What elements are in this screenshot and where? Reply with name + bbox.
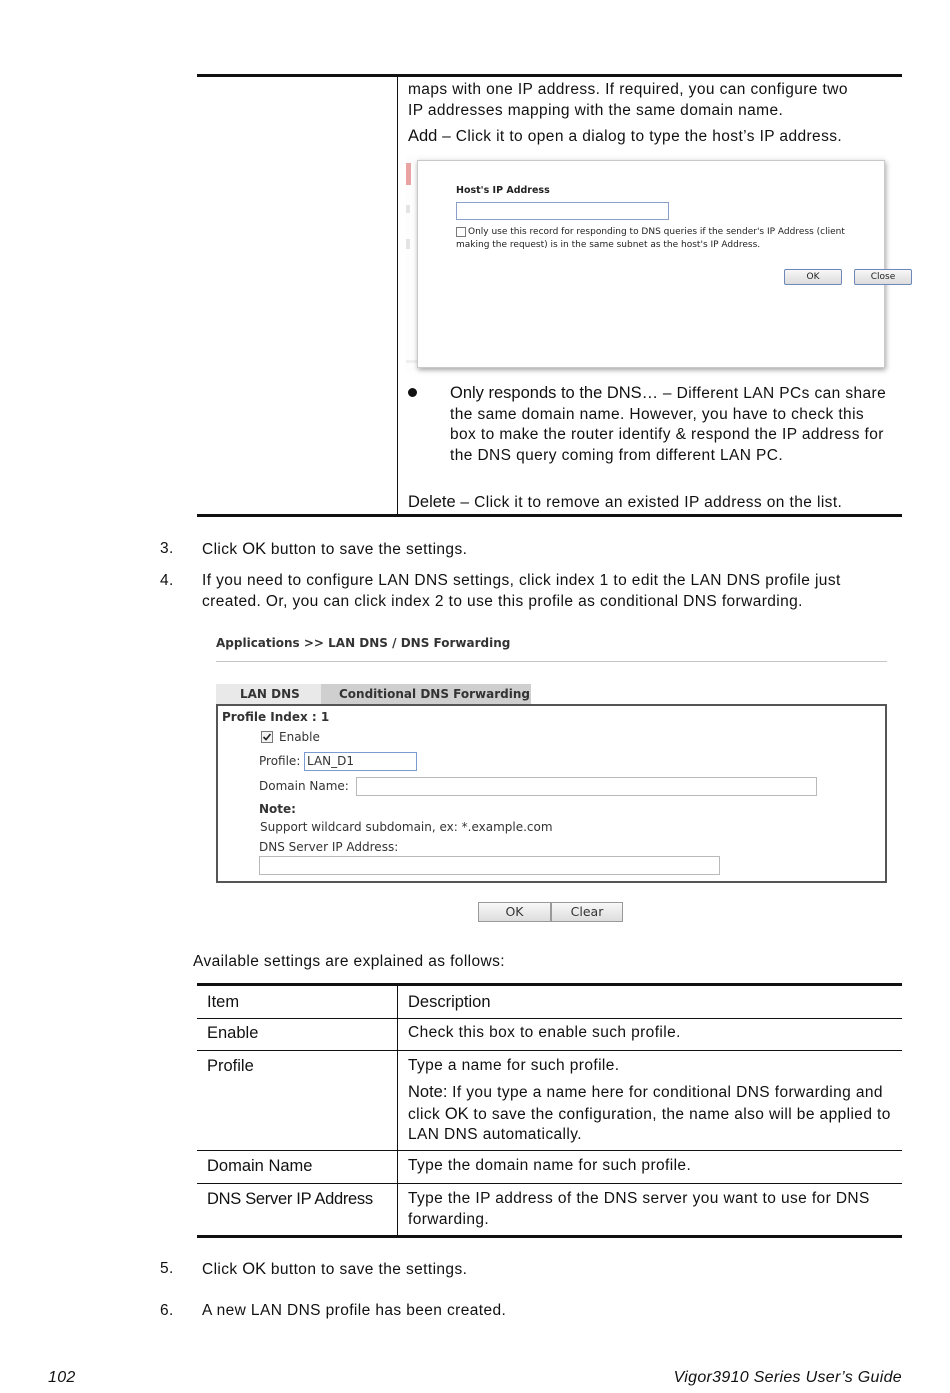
ok-term: OK bbox=[444, 1104, 469, 1123]
profile-input-value: LAN_D1 bbox=[307, 754, 355, 768]
bullet-text: – Different LAN PCs can share the same domain name. However, you have to check this box to make the router identify & respond the IP address for the DNS query coming from different LAN PC. bbox=[450, 385, 887, 464]
table-row bbox=[197, 1151, 902, 1184]
description-cell: Type the IP address of the DNS server you want to use for DNS forwarding. bbox=[408, 1190, 870, 1228]
delete-term: Delete bbox=[408, 493, 456, 511]
profile-form bbox=[216, 704, 887, 883]
step-3-number: 3. bbox=[160, 540, 174, 557]
header-item: Item bbox=[207, 993, 240, 1011]
text-part: to save the configuration, the name also will be applied to LAN DNS automatically. bbox=[408, 1105, 891, 1143]
dialog-ok-button[interactable]: OK bbox=[784, 269, 842, 285]
explain-intro: Available settings are explained as follows: bbox=[193, 953, 505, 970]
host-ip-address-dialog bbox=[417, 160, 896, 368]
table-row bbox=[197, 1051, 902, 1151]
note-cell bbox=[408, 1082, 896, 1146]
bullet-term: Only responds to the DNS… bbox=[450, 384, 659, 402]
profile-index-label: Profile Index : 1 bbox=[222, 710, 330, 724]
settings-table-continued bbox=[197, 74, 902, 517]
delete-text: – Click it to remove an existed IP address on the list. bbox=[455, 494, 843, 511]
table-header-row bbox=[197, 983, 902, 1019]
column-divider bbox=[397, 1051, 398, 1150]
continued-description bbox=[408, 80, 894, 121]
dns-server-ip-label: DNS Server IP Address: bbox=[259, 840, 399, 854]
step-3-text bbox=[202, 539, 467, 561]
header-description: Description bbox=[408, 993, 491, 1011]
guide-title: Vigor3910 Series User’s Guide bbox=[673, 1369, 902, 1386]
enable-label: Enable bbox=[279, 730, 320, 744]
item-cell: Domain Name bbox=[207, 1157, 313, 1175]
add-term: Add bbox=[408, 127, 438, 145]
tab-lan-dns[interactable]: LAN DNS bbox=[216, 684, 321, 704]
column-divider bbox=[397, 1019, 398, 1050]
step-5-text bbox=[202, 1259, 467, 1281]
page-number: 102 bbox=[48, 1369, 76, 1386]
enable-checkbox[interactable] bbox=[261, 731, 273, 743]
text-part: If you type a name here for conditional DNS forwarding and click bbox=[408, 1084, 883, 1123]
dialog-title: Host's IP Address bbox=[456, 185, 550, 196]
text-part: button to save the settings. bbox=[266, 1261, 468, 1278]
host-ip-input[interactable] bbox=[456, 202, 669, 220]
item-cell: Enable bbox=[207, 1024, 259, 1042]
description-cell: Type a name for such profile. bbox=[408, 1057, 620, 1074]
ok-term: OK bbox=[242, 540, 267, 558]
text-part: button to save the settings. bbox=[266, 541, 468, 558]
table-row bbox=[197, 1019, 902, 1051]
step-4-text bbox=[202, 571, 912, 612]
column-divider bbox=[397, 986, 398, 1018]
step-6-text: A new LAN DNS profile has been created. bbox=[202, 1302, 507, 1319]
column-divider bbox=[397, 77, 398, 514]
bullet-icon bbox=[408, 388, 417, 397]
item-cell: DNS Server IP Address bbox=[207, 1190, 373, 1208]
text-part: Click bbox=[202, 541, 243, 558]
description-cell: Type the domain name for such profile. bbox=[408, 1157, 692, 1174]
divider bbox=[216, 661, 887, 662]
clear-button[interactable]: Clear bbox=[551, 902, 623, 922]
step-5-number: 5. bbox=[160, 1260, 174, 1277]
column-divider bbox=[397, 1184, 398, 1235]
dns-server-ip-input[interactable] bbox=[259, 856, 720, 875]
table-row bbox=[197, 1184, 902, 1238]
check-icon bbox=[262, 732, 272, 742]
step-4-number: 4. bbox=[160, 572, 174, 589]
add-text: – Click it to open a dialog to type the host’s IP address. bbox=[437, 128, 843, 145]
ok-button[interactable]: OK bbox=[478, 902, 551, 922]
tab-conditional-dns-forwarding[interactable]: Conditional DNS Forwarding bbox=[321, 684, 531, 704]
domain-name-input[interactable] bbox=[356, 777, 817, 796]
item-cell: Profile bbox=[207, 1057, 254, 1075]
breadcrumb: Applications >> LAN DNS / DNS Forwarding bbox=[216, 636, 511, 650]
text-part: Click bbox=[202, 1261, 243, 1278]
note-text: Support wildcard subdomain, ex: *.example.com bbox=[260, 820, 553, 834]
column-divider bbox=[397, 1151, 398, 1183]
same-subnet-checkbox-label: Only use this record for responding to DNS queries if the sender's IP Address (client making the request) is in the same subnet as the host's IP Address. bbox=[456, 227, 845, 250]
note-term: Note: bbox=[408, 1083, 448, 1101]
text-line: If you need to configure LAN DNS settings, click index 1 to edit the LAN DNS profile just bbox=[202, 572, 841, 589]
note-label: Note: bbox=[259, 802, 296, 816]
dialog-close-button[interactable]: Close bbox=[854, 269, 912, 285]
ok-term: OK bbox=[242, 1260, 267, 1278]
add-description bbox=[408, 126, 894, 148]
bullet-description bbox=[450, 383, 894, 466]
profile-input[interactable] bbox=[304, 752, 417, 771]
step-6-number: 6. bbox=[160, 1302, 174, 1319]
description-cell: Check this box to enable such profile. bbox=[408, 1024, 681, 1041]
delete-description bbox=[408, 492, 894, 514]
domain-name-label: Domain Name: bbox=[259, 779, 349, 793]
text-line: maps with one IP address. If required, you can configure two bbox=[408, 81, 848, 98]
text-line: created. Or, you can click index 2 to use this profile as conditional DNS forwarding. bbox=[202, 592, 803, 610]
text-line: IP addresses mapping with the same domain name. bbox=[408, 101, 784, 119]
profile-label: Profile: bbox=[259, 754, 301, 768]
